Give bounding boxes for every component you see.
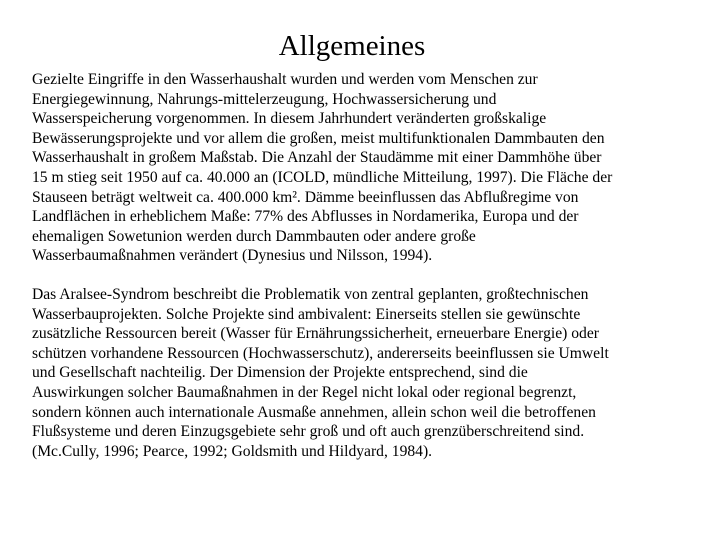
text-line: Energiegewinnung, Nahrungs-mittelerzeugung, Hochwassersicherung und — [32, 90, 497, 108]
text-line: Auswirkungen solcher Baumaßnahmen in der Regel nicht lokal oder regional begrenzt, — [32, 383, 577, 401]
text-line: Wasserbaumaßnahmen verändert (Dynesius und Nilsson, 1994). — [32, 247, 433, 265]
text-line: Flußsysteme und deren Einzugsgebiete sehr groß und oft auch grenzüberschreitend sind. — [32, 423, 585, 441]
text-line: Stauseen beträgt weltweit ca. 400.000 km². Dämme beeinflussen das Abflußregime von — [32, 188, 579, 206]
text-line: (Mc.Cully, 1996; Pearce, 1992; Goldsmith und Hildyard, 1984). — [32, 442, 433, 460]
paragraph-dam-construction — [32, 70, 708, 266]
text-line: Wasserspeicherung vorgenommen. In diesem Jahrhundert veränderten großskalige — [32, 110, 547, 128]
text-line: zusätzliche Ressourcen bereit (Wasser für Ernährungssicherheit, erneuerbare Energie) oder — [32, 325, 599, 343]
text-line: und Gesellschaft nachteilig. Der Dimension der Projekte entsprechend, sind die — [32, 364, 528, 382]
text-line: Das Aralsee-Syndrom beschreibt die Problematik von zentral geplanten, großtechnischen — [32, 285, 589, 303]
text-line: ehemaligen Sowetunion werden durch Dammbauten oder andere große — [32, 227, 476, 245]
text-line: 15 m stieg seit 1950 auf ca. 40.000 an (ICOLD, mündliche Mitteilung, 1997). Die Fläche der — [32, 168, 613, 186]
paragraph-aral-sea-syndrome — [32, 285, 708, 461]
text-line: Wasserbauprojekten. Solche Projekte sind ambivalent: Einerseits stellen sie gewünschte — [32, 305, 581, 323]
text-line: sondern können auch internationale Ausmaße annehmen, allein schon weil die betroffenen — [32, 403, 596, 421]
text-line: Bewässerungsprojekte und vor allem die großen, meist multifunktionalen Dammbauten den — [32, 129, 605, 147]
text-line: schützen vorhandene Ressourcen (Hochwasserschutz), andererseits beeinflussen sie Umwelt — [32, 344, 609, 362]
slide-title: Allgemeines — [278, 30, 426, 62]
text-line: Wasserhaushalt in großem Maßstab. Die Anzahl der Staudämme mit einer Dammhöhe über — [32, 149, 602, 167]
text-line: Gezielte Eingriffe in den Wasserhaushalt wurden und werden vom Menschen zur — [32, 71, 538, 88]
slide-body — [32, 70, 708, 461]
text-line: Landflächen in erheblichem Maße: 77% des Abflusses in Nordamerika, Europa und der — [32, 208, 579, 226]
